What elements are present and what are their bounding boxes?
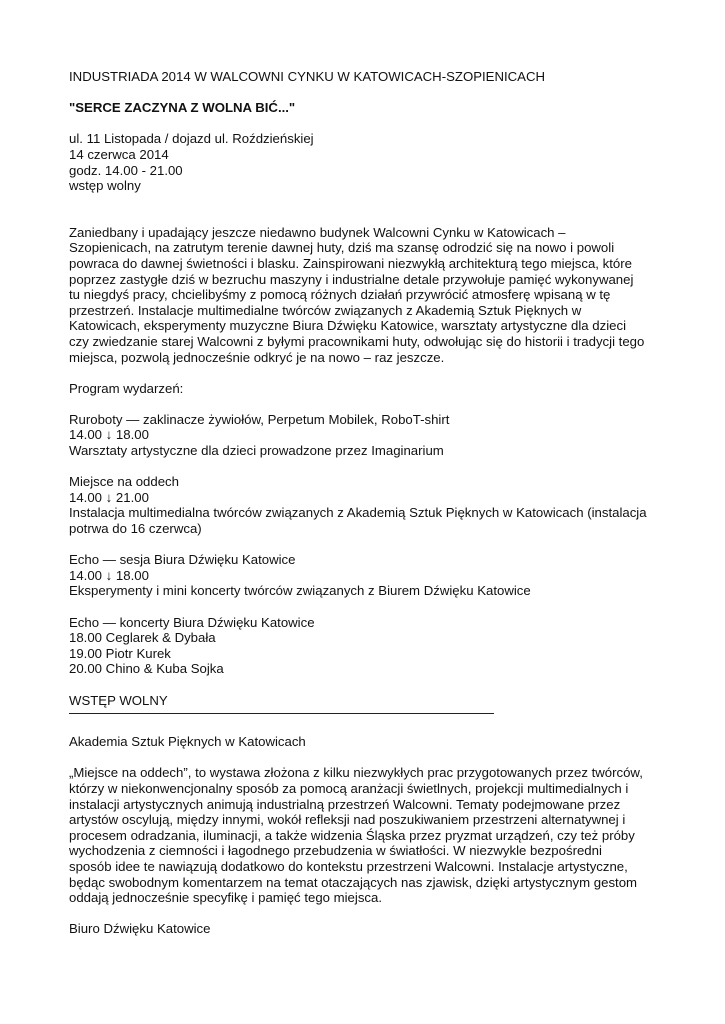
intro-line: miejsca, pozwolą jednocześnie odkryć je na nowo – raz jeszcze.	[69, 349, 445, 365]
intro-line: przestrzeń. Instalacje multimedialne twórców związanych z Akademią Sztuk Pięknych w	[69, 302, 582, 318]
entry-free-notice: WSTĘP WOLNY	[69, 692, 168, 708]
event-subtitle: "SERCE ZACZYNA Z WOLNA BIĆ..."	[69, 100, 296, 116]
program-item-title: Miejsce na oddech	[69, 474, 179, 490]
program-item-title: Echo — koncerty Biura Dźwięku Katowice	[69, 614, 315, 630]
program-item-time: 14.00 ↓ 21.00	[69, 489, 149, 505]
program-item	[69, 474, 659, 536]
academy-heading: Akademia Sztuk Pięknych w Katowicach	[69, 734, 306, 750]
academy-line: wychodzenia z ciemności i łagodnego przebudzenia w światłości. W niezwykle bezpośredni	[69, 843, 602, 859]
program-item-title: Echo — sesja Biura Dźwięku Katowice	[69, 552, 296, 568]
intro-paragraph	[69, 225, 659, 365]
document-content	[69, 69, 659, 937]
program-item	[69, 615, 659, 677]
intro-line: Katowicach, eksperymenty muzyczne Biura Dźwięku Katowice, warsztaty artystyczne dla dzieci	[69, 318, 627, 334]
academy-line: „Miejsce na oddech”, to wystawa złożona z kilku niezwykłych prac przygotowanych przez twórców,	[69, 765, 643, 781]
academy-line: oddają jednocześnie specyfikę i pamięć tego miejsca.	[69, 890, 383, 906]
program-item-description: Instalacja multimedialna twórców związanych z Akademią Sztuk Pięknych w Katowicach (instalacja	[69, 505, 647, 521]
document-title: INDUSTRIADA 2014 W WALCOWNI CYNKU W KATOWICACH-SZOPIENICACH	[69, 69, 546, 84]
event-entry: wstęp wolny	[69, 178, 141, 194]
intro-line: Zaniedbany i upadający jeszcze niedawno budynek Walcowni Cynku w Katowicach –	[69, 224, 566, 240]
event-details	[69, 131, 659, 193]
program-item	[69, 412, 659, 459]
academy-line: którzy w niekonwencjonalny sposób za pomocą aranżacji świetlnych, projekcji multimedialnych i	[69, 780, 629, 796]
program-item-concert: 20.00 Chino & Kuba Sojka	[69, 661, 224, 677]
event-hours: godz. 14.00 - 21.00	[69, 162, 183, 178]
program-heading: Program wydarzeń:	[69, 380, 184, 396]
program-item	[69, 552, 659, 599]
academy-line: artystów oscylują, między innymi, wokół refleksji nad poszukiwaniem przestrzeni alternatywnej i	[69, 812, 626, 828]
program-item-time: 14.00 ↓ 18.00	[69, 427, 149, 443]
program-item-description: Eksperymenty i mini koncerty twórców związanych z Biurem Dźwięku Katowice	[69, 583, 531, 599]
academy-line: instalacji artystycznych animują industrialną przestrzeń Walcowni. Tematy podejmowane przez	[69, 796, 621, 812]
academy-line: sposób idee te nawiązują dodatkowo do kontekstu przestrzeni Walcowni. Instalacje artystyczne,	[69, 858, 628, 874]
program-item-concert: 19.00 Piotr Kurek	[69, 645, 171, 661]
intro-line: tu niegdyś pracy, chcielibyśmy z pomocą różnych działań przywrócić atmosferę wpisaną w tę	[69, 287, 611, 303]
intro-line: czy zwiedzanie starej Walcowni z byłymi pracownikami huty, odwołując się do historii i tradycji tego	[69, 333, 645, 349]
event-date: 14 czerwca 2014	[69, 146, 169, 162]
event-address: ul. 11 Listopada / dojazd ul. Roździeńskiej	[69, 131, 314, 147]
academy-paragraph	[69, 765, 659, 905]
program-item-time: 14.00 ↓ 18.00	[69, 567, 149, 583]
sound-office-heading: Biuro Dźwięku Katowice	[69, 921, 211, 937]
program-item-concert: 18.00 Ceglarek & Dybała	[69, 630, 216, 646]
intro-line: Szopienicach, na zatrutym terenie dawnej huty, dziś ma szansę odrodzić się na nowo i powoli	[69, 240, 615, 256]
academy-line: procesem odradzania, iluminacji, a także widzenia Śląska przez pryzmat urządzeń, czy też próby	[69, 827, 635, 843]
intro-line: poprzez zastygłe dziś w bezruchu maszyny i industrialne detale przywołuje pamięć wykonywanej	[69, 271, 634, 287]
academy-line: będąc swobodnym komentarzem na temat otaczających nas zjawisk, dzięki artystycznym gestom	[69, 874, 638, 890]
program-item-description: Warsztaty artystyczne dla dzieci prowadzone przez Imaginarium	[69, 443, 444, 459]
program-item-title: Ruroboty — zaklinacze żywiołów, Perpetum Mobilek, RoboT-shirt	[69, 411, 450, 427]
program-item-description: potrwa do 16 czerwca)	[69, 521, 202, 537]
intro-line: powraca do dawnej świetności i blasku. Zainspirowani niezwykłą architekturą tego miejsca, które	[69, 255, 632, 271]
